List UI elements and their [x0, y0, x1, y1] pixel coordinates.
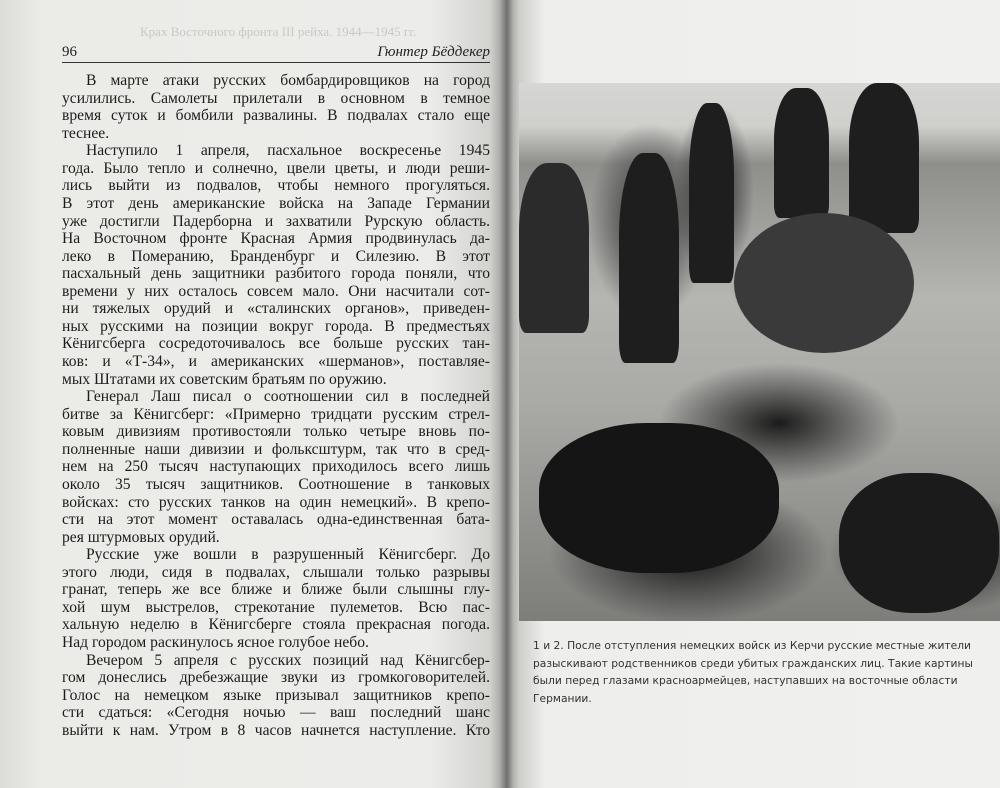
text-line: лись выйти из подвалов, чтобы немного прогуляться.	[62, 177, 490, 195]
photo-figure	[774, 88, 829, 218]
photo-figure	[734, 213, 914, 353]
photo-bodies	[839, 473, 999, 613]
text-line: ковым дивизиям противостояли только четыре вновь по-	[62, 423, 490, 441]
text-line: Голос на немецком языке призывал защитников крепо-	[62, 686, 490, 704]
running-author: Гюнтер Бёддекер	[377, 44, 490, 60]
text-line: Кёнигсберга сосредоточивалось все больше русских тан-	[62, 335, 490, 353]
caption-line: Германии.	[533, 691, 592, 705]
text-line: сти сдаться: «Сегодня ночью — ваш последний шанс	[62, 704, 490, 722]
text-line: ни тяжелых орудий и «сталинских органов», приведен-	[62, 300, 490, 318]
text-line: гранат, теперь же все ближе и ближе были слышны глу-	[62, 581, 490, 599]
text-line: Генерал Лаш писал о соотношении сил в последней	[86, 388, 490, 406]
photo-bodies	[539, 423, 779, 573]
text-line: время суток и бомбили развалины. В подвалах стало еще	[62, 107, 490, 125]
text-line: рея штурмовых орудий.	[62, 528, 220, 546]
text-line: В марте атаки русских бомбардировщиков на город	[86, 72, 490, 89]
body-text	[62, 72, 490, 739]
photo-figure	[689, 103, 734, 283]
text-line: ных русскими на позиции вокруг города. В предместьях	[62, 317, 490, 335]
text-line: На Восточном фронте Красная Армия продвинулась да-	[62, 230, 490, 248]
text-line: около 35 тысяч защитников. Соотношение в танковых	[62, 475, 490, 493]
photo-figure	[849, 83, 919, 233]
text-line: выйти к нам. Утром в 8 часов начнется наступление. Кто	[62, 721, 490, 739]
text-line: сти на этот момент оставалась одна-единственная бата-	[62, 511, 490, 529]
text-line: теснее.	[62, 124, 110, 142]
text-line: этого люди, сидя в подвалах, слышали только разрывы	[62, 563, 490, 581]
photo-figure	[619, 153, 679, 363]
text-line: битве за Кёнигсберг: «Примерно тридцати русским стрел-	[62, 405, 490, 423]
text-line: леко в Померанию, Бранденбург и Силезию. В этот	[62, 247, 490, 265]
text-line: хальную неделю в Кёнигсберге стояла прекрасная погода.	[62, 616, 490, 634]
caption-line: 1 и 2. После отступления немецких войск из Керчи русские местные жители	[533, 639, 971, 652]
text-line: Над городом раскинулось ясное голубое небо.	[62, 634, 369, 651]
text-line: хой шум выстрелов, стрекотание пулеметов. Всю пас-	[62, 598, 490, 616]
text-line: ков: и «Т-34», и американских «шерманов», поставляе-	[62, 353, 490, 370]
text-line: времени у них осталось совсем мало. Они насчитали сот-	[62, 282, 490, 300]
text-line: года. Было тепло и солнечно, цвели цветы, и люди реши-	[62, 159, 490, 177]
text-line: войсках: сто русских танков на один немецкий». В крепо-	[62, 493, 490, 511]
show-through-running-title: Крах Восточного фронта III рейха. 1944—1945 гг.	[140, 24, 417, 39]
text-line: уже достигли Падерборна и захватили Рурскую область.	[62, 212, 490, 230]
text-line: мых Штатами их советским братьям по оружию.	[62, 370, 387, 388]
text-line: Вечером 5 апреля с русских позиций над Кёнигсбер-	[86, 651, 490, 669]
caption-line: были перед глазами красноармейцев, наступавших на восточные области	[533, 674, 958, 687]
text-line: гом донеслись дребезжащие звуки из громкоговорителей.	[62, 669, 490, 687]
text-line: Русские уже вошли в разрушенный Кёнигсберг. До	[86, 546, 490, 564]
page-number: 96	[62, 44, 77, 60]
photo-caption	[533, 637, 993, 707]
photo-figure	[519, 163, 589, 333]
text-line: В этот день американские войска на Западе Германии	[62, 194, 490, 212]
text-line: усилились. Самолеты прилетали в основном в темное	[62, 89, 490, 107]
book-gutter	[500, 0, 514, 788]
text-line: Наступило 1 апреля, пасхальное воскресенье 1945	[86, 142, 490, 160]
caption-line: разыскивают родственников среди убитых гражданских лиц. Такие картины	[533, 656, 973, 670]
text-line: нем на 250 тысяч наступающих приходилось всего лишь	[62, 458, 490, 476]
text-line: полненные наши дивизии и фольксштурм, так что в сред-	[62, 440, 490, 458]
page-header	[62, 44, 490, 63]
historical-photo	[519, 83, 1000, 621]
text-line: пасхальный день защитники разбитого города поняли, что	[62, 265, 490, 283]
